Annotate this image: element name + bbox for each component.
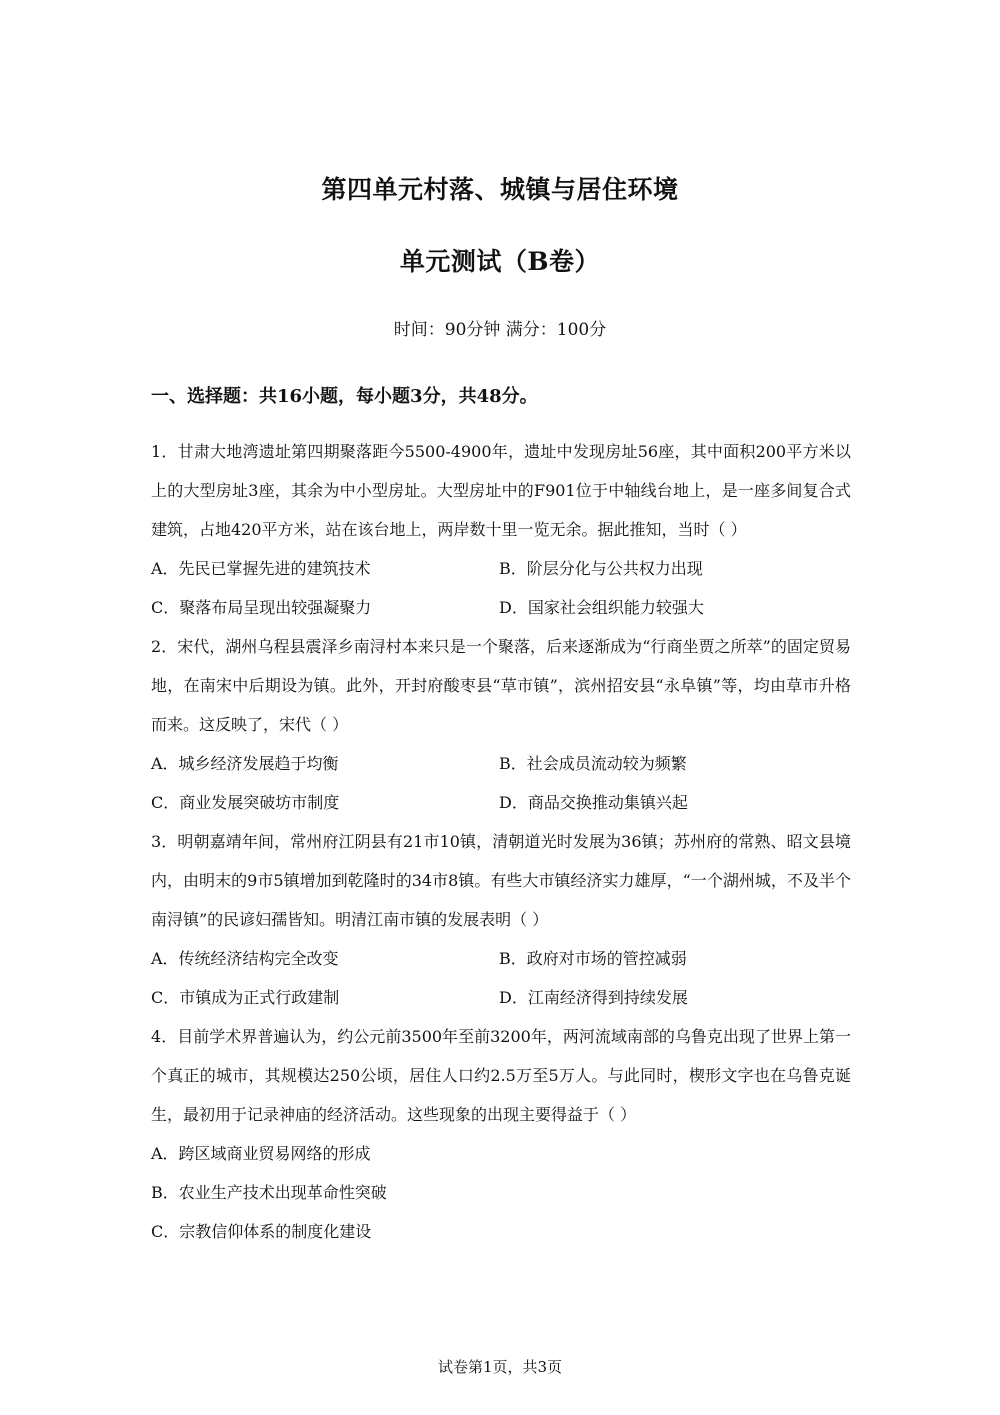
option-b: B．政府对市场的管控减弱 <box>499 949 687 968</box>
option-c: C．市镇成为正式行政建制 <box>151 988 340 1007</box>
option-b: B．社会成员流动较为频繁 <box>499 754 687 773</box>
option-a: A．传统经济结构完全改变 <box>151 949 339 968</box>
option-d: D．江南经济得到持续发展 <box>499 988 688 1007</box>
question-stem: 3．明朝嘉靖年间，常州府江阴县有21市10镇，清朝道光时发展为36镇；苏州府的常熟、昭文县境内，由明末的9市5镇增加到乾隆时的34市8镇。有些大市镇经济实力雄厚，“一个湖州城，不及半个南浔镇”的民谚妇孺皆知。明清江南市镇的发展表明（ ） <box>151 832 851 929</box>
question-list <box>151 432 851 1251</box>
option-d: D．商品交换推动集镇兴起 <box>499 793 688 812</box>
page-title: 第四单元村落、城镇与居住环境 <box>321 175 679 204</box>
option-b: B．阶层分化与公共权力出现 <box>499 559 703 578</box>
question-stem: 1．甘肃大地湾遗址第四期聚落距今5500-4900年，遗址中发现房址56座，其中面积200平方米以上的大型房址3座，其余为中小型房址。大型房址中的F901位于中轴线台地上，是一座多间复合式建筑，占地420平方米，站在该台地上，两岸数十里一览无余。据此推知，当时（ ） <box>151 442 851 539</box>
page-subtitle: 单元测试（B卷） <box>399 247 601 276</box>
question-stem: 4．目前学术界普遍认为，约公元前3500年至前3200年，两河流域南部的乌鲁克出现了世界上第一个真正的城市，其规模达250公顷，居住人口约2.5万至5万人。与此同时，楔形文字也在乌鲁克诞生，最初用于记录神庙的经济活动。这些现象的出现主要得益于（ ） <box>151 1027 851 1124</box>
section-heading: 一、选择题：共16小题，每小题3分，共48分。 <box>151 386 538 407</box>
question-stem: 2．宋代，湖州乌程县震泽乡南浔村本来只是一个聚落，后来逐渐成为“行商坐贾之所萃”的固定贸易地，在南宋中后期设为镇。此外，开封府酸枣县“草市镇”，滨州招安县“永阜镇”等，均由草市升格而来。这反映了，宋代（ ） <box>151 637 851 734</box>
question-1 <box>151 432 851 627</box>
option-c: C．宗教信仰体系的制度化建设 <box>151 1222 372 1241</box>
question-3 <box>151 822 851 1017</box>
option-a: A．先民已掌握先进的建筑技术 <box>151 559 371 578</box>
option-b: B．农业生产技术出现革命性突破 <box>151 1183 387 1202</box>
option-d: D．国家社会组织能力较强大 <box>499 598 704 617</box>
question-2 <box>151 627 851 822</box>
exam-meta: 时间：90分钟 满分：100分 <box>393 320 607 340</box>
option-c: C．商业发展突破坊市制度 <box>151 793 340 812</box>
question-4 <box>151 1017 851 1251</box>
option-a: A．城乡经济发展趋于均衡 <box>151 754 339 773</box>
option-c: C．聚落布局呈现出较强凝聚力 <box>151 598 372 617</box>
page-footer: 试卷第1页，共3页 <box>437 1358 563 1376</box>
option-a: A．跨区域商业贸易网络的形成 <box>151 1144 371 1163</box>
